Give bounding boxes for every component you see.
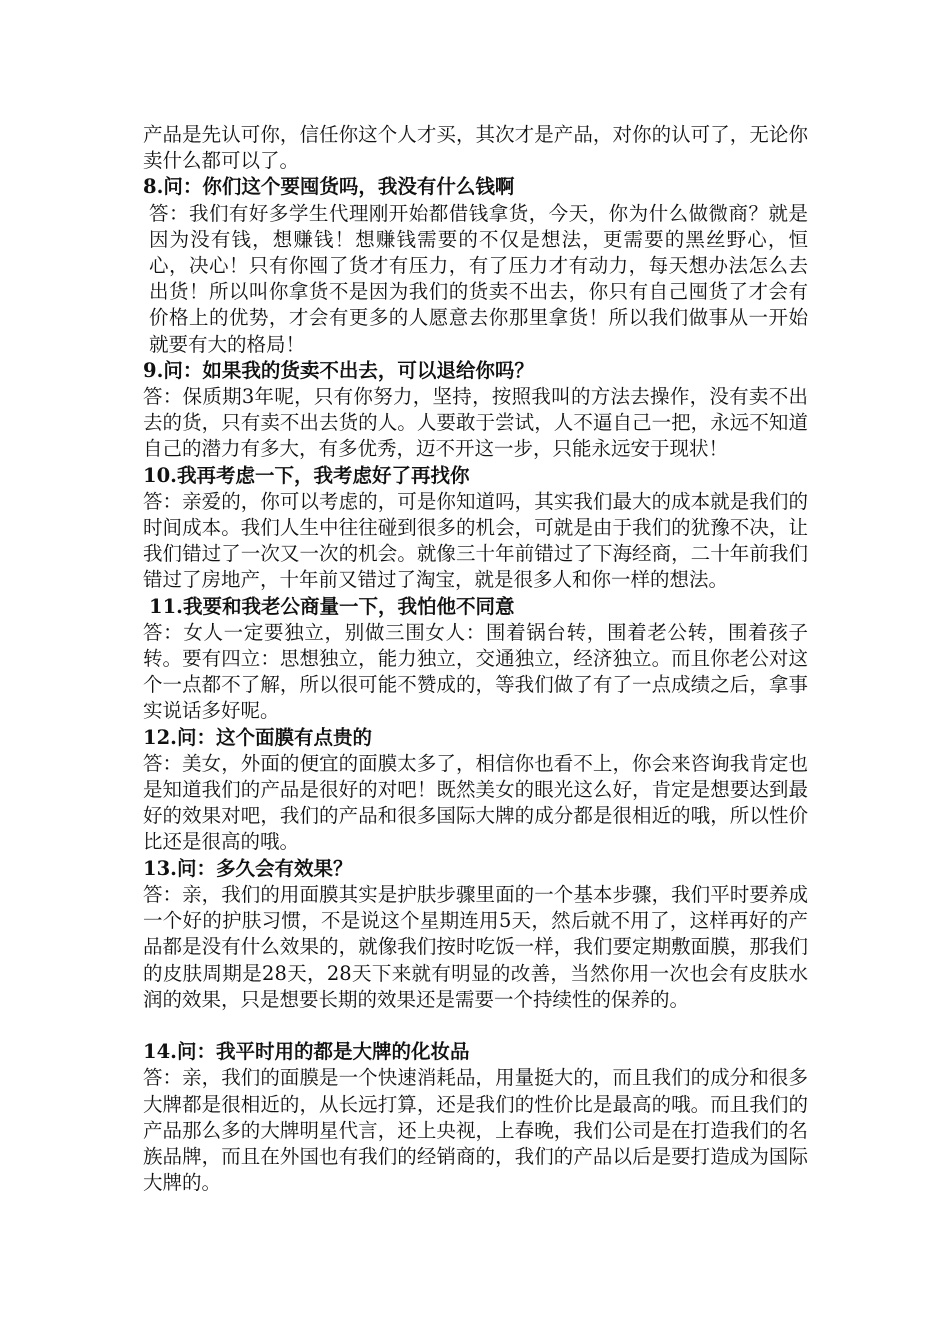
answer-11: 答：女人一定要独立，别做三围女人：围着锅台转，围着老公转，围着孩子转。要有四立：思想独立，能力独立，交通独立，经济独立。而且你老公对这个一点都不了解，所以很可能不赞成的，等我们做了有了一点成绩之后，拿事实说话多好呢。 <box>143 620 808 723</box>
question-number: 8. <box>143 175 164 199</box>
question-11 <box>143 594 808 620</box>
question-text: 问：多久会有效果？ <box>176 856 353 880</box>
question-number: 12. <box>143 725 177 749</box>
blank-line <box>143 1013 808 1039</box>
question-13 <box>143 856 808 882</box>
answer-14: 答：亲，我们的面膜是一个快速消耗品，用量挺大的，而且我们的成分和很多大牌都是很相近的，从长远打算，还是我们的性价比是最高的哦。而且我们的产品那么多的大牌明星代言，还上央视，上春晚，我们公司是在打造我们的名族品牌，而且在外国也有我们的经销商的，我们的产品以后是要打造成为国际大牌的。 <box>143 1066 808 1195</box>
answer-10: 答：亲爱的，你可以考虑的，可是你知道吗，其实我们最大的成本就是我们的时间成本。我们人生中往往碰到很多的机会，可就是由于我们的犹豫不决，让我们错过了一次又一次的机会。就像三十年前错过了下海经商，二十年前我们错过了房地产，十年前又错过了淘宝，就是很多人和你一样的想法。 <box>143 489 808 592</box>
question-number: 9. <box>143 358 164 382</box>
intro-paragraph: 产品是先认可你，信任你这个人才买，其次才是产品，对你的认可了，无论你卖什么都可以了。 <box>143 123 808 173</box>
answer-13: 答：亲，我们的用面膜其实是护肤步骤里面的一个基本步骤，我们平时要养成一个好的护肤习惯，不是说这个星期连用5天，然后就不用了，这样再好的产品都是没有什么效果的，就像我们按时吃饭一样，我们要定期敷面膜，那我们的皮肤周期是28天，28天下来就有明显的改善，当然你用一次也会有皮肤水润的效果，只是想要长期的效果还是需要一个持续性的保养的。 <box>143 882 808 1011</box>
answer-9: 答：保质期3年呢，只有你努力，坚持，按照我叫的方法去操作，没有卖不出去的货，只有卖不出去货的人。人要敢于尝试，人不逼自己一把，永远不知道自己的潜力有多大，有多优秀，迈不开这一步，只能永远安于现状！ <box>143 385 808 461</box>
question-text: 我要和我老公商量一下，我怕他不同意 <box>182 594 515 618</box>
question-14 <box>143 1039 808 1065</box>
question-text: 问：我平时用的都是大牌的化妆品 <box>176 1040 470 1064</box>
document-page <box>143 122 808 1196</box>
answer-8: 答：我们有好多学生代理刚开始都借钱拿货，今天，你为什么做微商？就是因为没有钱，想赚钱！想赚钱需要的不仅是想法，更需要的黑丝野心，恒心，决心！只有你囤了货才有压力，有了压力才有动力，每天想办法怎么去出货！所以叫你拿货不是因为我们的货卖不出去，你只有自己囤货了才会有价格上的优势，才会有更多的人愿意去你那里拿货！所以我们做事从一开始就要有大的格局！ <box>149 201 808 356</box>
question-8 <box>143 174 808 200</box>
question-10 <box>143 463 808 489</box>
question-number: 11. <box>149 594 183 618</box>
question-number: 14. <box>143 1040 177 1064</box>
question-number: 10. <box>143 463 177 487</box>
question-9 <box>143 358 808 384</box>
question-number: 13. <box>143 856 177 880</box>
question-text: 我再考虑一下，我考虑好了再找你 <box>176 463 470 487</box>
question-12 <box>143 725 808 751</box>
answer-12: 答：美女，外面的便宜的面膜太多了，相信你也看不上，你会来咨询我肯定也是知道我们的产品是很好的对吧！既然美女的眼光这么好，肯定是想要达到最好的效果对吧，我们的产品和很多国际大牌的成分都是很相近的哦，所以性价比还是很高的哦。 <box>143 751 808 854</box>
question-text: 问：这个面膜有点贵的 <box>176 725 372 749</box>
question-text: 问：你们这个要囤货吗，我没有什么钱啊 <box>163 175 515 199</box>
question-text: 问：如果我的货卖不出去，可以退给你吗？ <box>163 358 534 382</box>
